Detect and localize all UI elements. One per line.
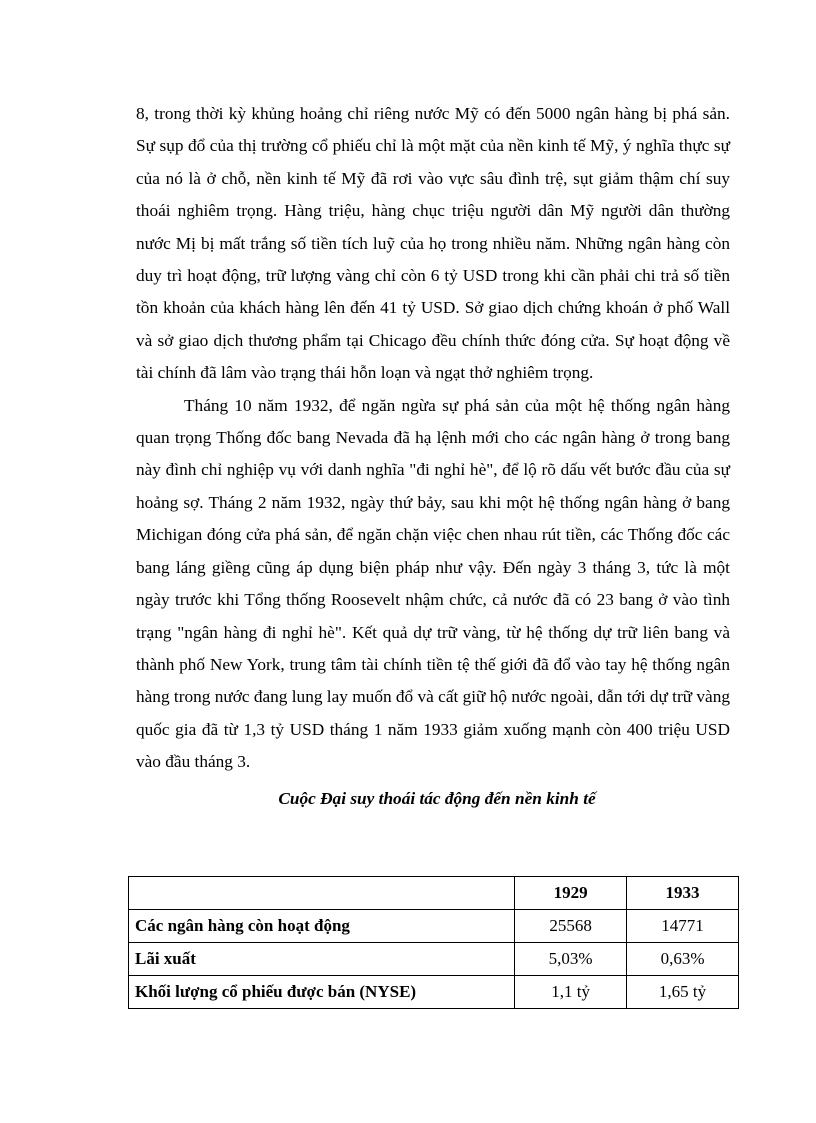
table-header-row — [129, 877, 739, 910]
cell-banks-1933: 14771 — [627, 910, 739, 943]
cell-interest-1929: 5,03% — [515, 943, 627, 976]
cell-interest-1933: 0,63% — [627, 943, 739, 976]
row-label-stock-volume: Khối lượng cổ phiếu được bán (NYSE) — [129, 976, 515, 1009]
table-row — [129, 976, 739, 1009]
table-row — [129, 943, 739, 976]
cell-banks-1929: 25568 — [515, 910, 627, 943]
cell-stock-1929: 1,1 tỷ — [515, 976, 627, 1009]
cell-stock-1933: 1,65 tỷ — [627, 976, 739, 1009]
header-1929: 1929 — [515, 877, 627, 910]
document-page — [136, 98, 730, 815]
row-label-banks: Các ngân hàng còn hoạt động — [129, 910, 515, 943]
row-label-interest: Lãi xuất — [129, 943, 515, 976]
header-1933: 1933 — [627, 877, 739, 910]
paragraph-bank-collapse: 8, trong thời kỳ khủng hoảng chỉ riêng nước Mỹ có đến 5000 ngân hàng bị phá sản. Sự sụp đổ của thị trường cổ phiếu chỉ là một mặt của nền kinh tế Mỹ, ý nghĩa thực sự của nó là ở chỗ, nền kinh tế Mỹ đã rơi vào vực sâu đình trệ, sụt giảm thậm chí suy thoái nghiêm trọng. Hàng triệu, hàng chục triệu người dân Mỹ người dân thường nước Mị bị mất trắng số tiền tích luỹ của họ trong nhiều năm. Những ngân hàng còn duy trì hoạt động, trữ lượng vàng chỉ còn 6 tỷ USD trong khi cần phải chi trả số tiền tồn khoản của khách hàng lên đến 41 tỷ USD. Sở giao dịch chứng khoán ở phố Wall và sở giao dịch thương phẩm tại Chicago đều chính thức đóng cửa. Sự hoạt động về tài chính đã lâm vào trạng thái hỗn loạn và ngạt thở nghiêm trọng. — [136, 104, 730, 383]
header-empty-cell — [129, 877, 515, 910]
paragraph-bank-holiday: Tháng 10 năm 1932, để ngăn ngừa sự phá sản của một hệ thống ngân hàng quan trọng Thống đốc bang Nevada đã hạ lệnh mới cho các ngân hàng ở trong bang này đình chỉ nghiệp vụ với danh nghĩa "đi nghỉ hè", để lộ rõ dấu vết bước đầu của sự hoảng sợ. Tháng 2 năm 1932, ngày thứ bảy, sau khi một hệ thống ngân hàng ở bang Michigan đóng cửa phá sản, để ngăn chặn việc chen nhau rút tiền, các Thống đốc các bang láng giềng cũng áp dụng biện pháp như vậy. Đến ngày 3 tháng 3, tức là một ngày trước khi Tổng thống Roosevelt nhậm chức, cả nước đã có 23 bang ở vào tình trạng "ngân hàng đi nghỉ hè". Kết quả dự trữ vàng, từ hệ thống dự trữ liên bang và thành phố New York, trung tâm tài chính tiền tệ thế giới đã đổ vào tay hệ thống ngân hàng trong nước đang lung lay muốn đổ và cất giữ hộ nước ngoài, dẫn tới dự trữ vàng quốc gia đã từ 1,3 tỷ USD tháng 1 năm 1933 giảm xuống mạnh còn 400 triệu USD vào đầu tháng 3. — [136, 395, 731, 772]
table-row — [129, 910, 739, 943]
depression-impact-table — [128, 876, 739, 1009]
table-caption: Cuộc Đại suy thoái tác động đến nền kinh tế — [278, 788, 596, 808]
